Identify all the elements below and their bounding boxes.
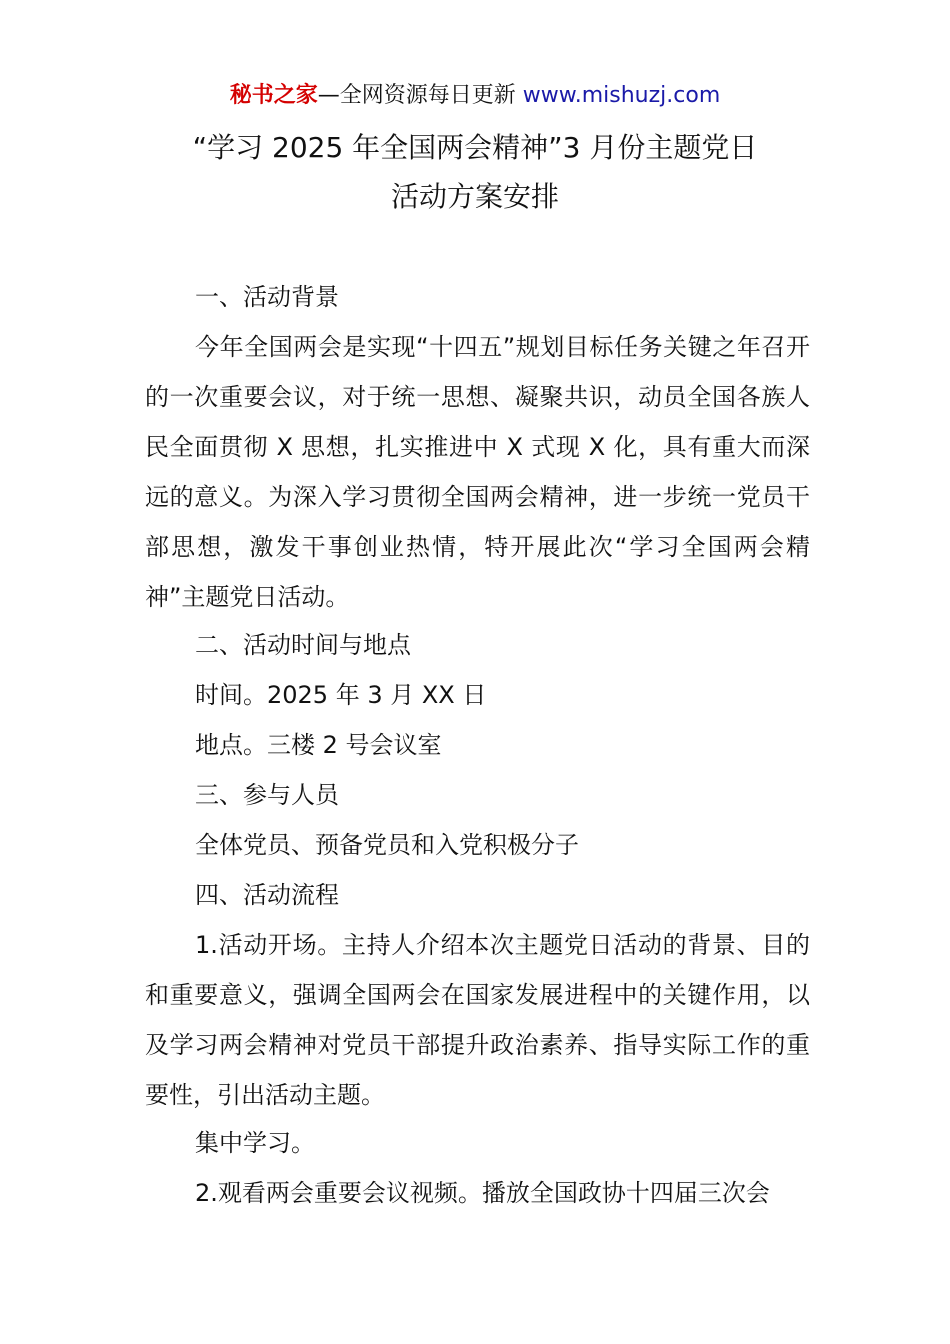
brand-name: 秘书之家: [229, 83, 318, 108]
process-step-1: 1.活动开场。主持人介绍本次主题党日活动的背景、目的和重要意义，强调全国两会在国家发展进程中的关键作用，以及学习两会精神对党员干部提升政治素养、指导实际工作的重要性，引出活动主题。: [145, 931, 810, 1109]
site-url-link[interactable]: www.mishuzj.com: [522, 83, 721, 108]
place-line: 地点。三楼 2 号会议室: [195, 731, 442, 759]
document-title-line-1: “学习 2025 年全国两会精神”3 月份主题党日: [192, 131, 758, 164]
section-heading-background: 一、活动背景: [195, 283, 339, 311]
section-heading-participants: 三、参与人员: [195, 781, 339, 809]
study-line: 集中学习。: [195, 1129, 315, 1157]
site-header: [0, 80, 950, 112]
site-tagline: —全网资源每日更新: [317, 83, 523, 108]
document-title-line-2: 活动方案安排: [390, 180, 559, 213]
time-line: 时间。2025 年 3 月 XX 日: [195, 681, 487, 709]
participants-line: 全体党员、预备党员和入党积极分子: [195, 831, 579, 859]
section-heading-process: 四、活动流程: [195, 881, 339, 909]
background-paragraph: 今年全国两会是实现“十四五”规划目标任务关键之年召开的一次重要会议，对于统一思想、凝聚共识，动员全国各族人民全面贯彻 X 思想，扎实推进中 X 式现 X 化，具有重大而深远的意义。为深入学习贯彻全国两会精神，进一步统一党员干部思想，激发干事创业热情，特开展此次“学习全国两会精神”主题党日活动。: [145, 333, 810, 611]
section-heading-time-place: 二、活动时间与地点: [195, 631, 411, 659]
process-step-2: 2.观看两会重要会议视频。播放全国政协十四届三次会: [195, 1179, 770, 1207]
